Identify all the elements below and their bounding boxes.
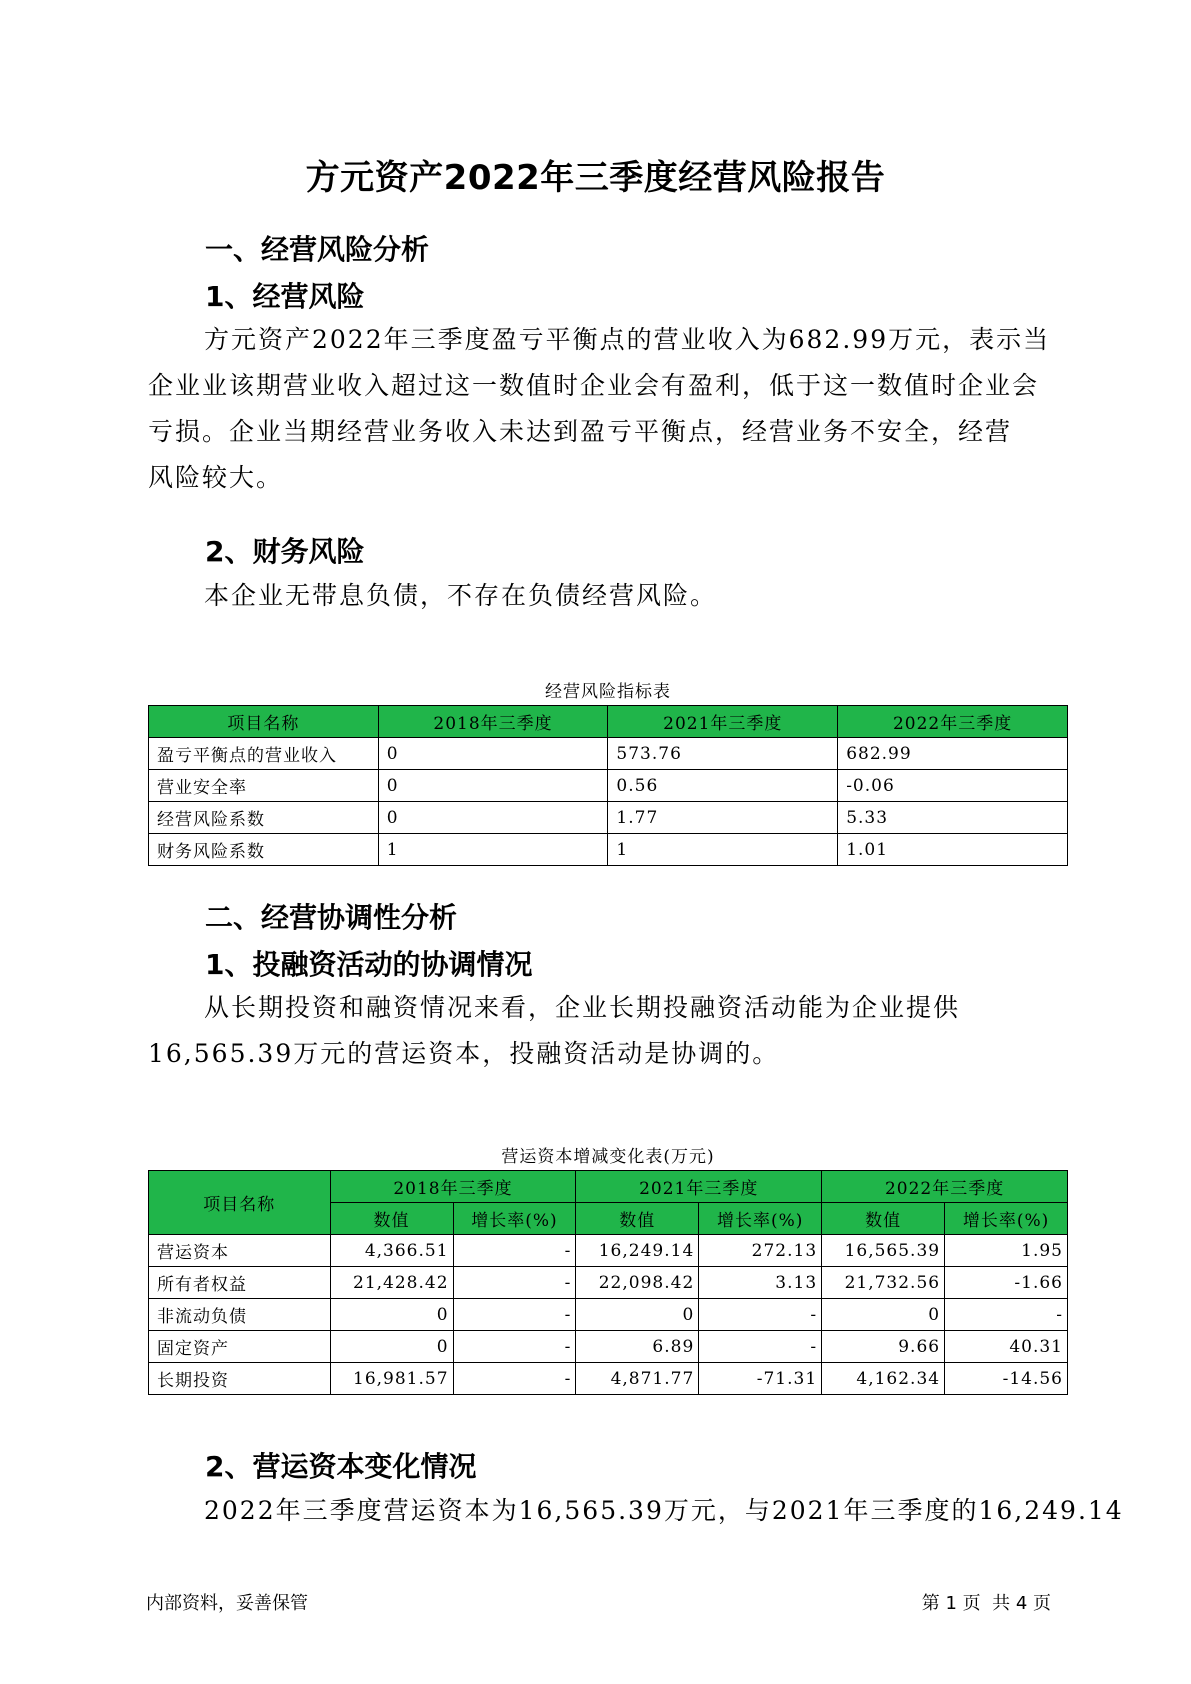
cell: 6.89: [576, 1331, 699, 1363]
page-title: 方元资产2022年三季度经营风险报告: [305, 158, 886, 198]
section-1-heading: 一、经营风险分析: [205, 233, 430, 266]
table-2-caption: 营运资本增减变化表(万元): [501, 1147, 715, 1167]
cell: 3.13: [699, 1267, 822, 1299]
table-row: [149, 738, 1068, 770]
cell: -14.56: [945, 1363, 1068, 1395]
cell: 4,162.34: [822, 1363, 945, 1395]
table-row: [149, 1363, 1068, 1395]
cell: 0: [330, 1331, 453, 1363]
table-row: [149, 1331, 1068, 1363]
risk-indicator-table: [148, 705, 1068, 866]
header-2022q3: 2022年三季度: [838, 706, 1068, 738]
subsection-1-1-heading: 1、经营风险: [205, 280, 365, 313]
table-row: [149, 770, 1068, 802]
cell: 272.13: [699, 1235, 822, 1267]
subheader-growth: 增长率(%): [945, 1203, 1068, 1235]
cell: -: [453, 1363, 576, 1395]
cell: 21,732.56: [822, 1267, 945, 1299]
paragraph-financial-risk: 本企业无带息负债，不存在负债经营风险。: [204, 581, 718, 610]
cell: 40.31: [945, 1331, 1068, 1363]
para-line: 方元资产2022年三季度盈亏平衡点的营业收入为682.99万元，表示当: [204, 325, 1051, 354]
subheader-value: 数值: [576, 1203, 699, 1235]
cell: 573.76: [608, 738, 838, 770]
cell: 长期投资: [149, 1363, 331, 1395]
header-2018q3: 2018年三季度: [330, 1171, 576, 1203]
cell: -: [453, 1235, 576, 1267]
cell: 盈亏平衡点的营业收入: [149, 738, 379, 770]
cell: 0: [576, 1299, 699, 1331]
table-row: [149, 1267, 1068, 1299]
paragraph-operating-risk: [148, 317, 1068, 501]
cell: 1.01: [838, 834, 1068, 866]
subheader-growth: 增长率(%): [453, 1203, 576, 1235]
cell: 16,981.57: [330, 1363, 453, 1395]
cell: -: [699, 1299, 822, 1331]
table-1-caption: 经营风险指标表: [545, 682, 671, 702]
header-2021q3: 2021年三季度: [608, 706, 838, 738]
cell: -: [453, 1299, 576, 1331]
cell: -71.31: [699, 1363, 822, 1395]
section-2-heading: 二、经营协调性分析: [205, 901, 458, 934]
paragraph-financing: [148, 985, 1068, 1077]
cell: -: [945, 1299, 1068, 1331]
header-item-name: 项目名称: [149, 1171, 331, 1235]
header-item-name: 项目名称: [149, 706, 379, 738]
cell: 9.66: [822, 1331, 945, 1363]
para-line: 风险较大。: [148, 463, 284, 492]
header-2022q3: 2022年三季度: [822, 1171, 1068, 1203]
cell: 16,565.39: [822, 1235, 945, 1267]
table-row: [149, 1299, 1068, 1331]
table-row: [149, 802, 1068, 834]
table-row: [149, 834, 1068, 866]
para-line: 16,565.39万元的营运资本，投融资活动是协调的。: [148, 1039, 780, 1068]
cell: 1.95: [945, 1235, 1068, 1267]
cell: 1: [378, 834, 608, 866]
cell: 经营风险系数: [149, 802, 379, 834]
cell: -0.06: [838, 770, 1068, 802]
subsection-2-2-heading: 2、营运资本变化情况: [205, 1450, 477, 1483]
para-line: 从长期投资和融资情况来看，企业长期投融资活动能为企业提供: [204, 993, 961, 1022]
footer-page-number: 第 1 页 共 4 页: [921, 1593, 1051, 1614]
cell: 0: [330, 1299, 453, 1331]
cell: 1.77: [608, 802, 838, 834]
subheader-value: 数值: [822, 1203, 945, 1235]
cell: 固定资产: [149, 1331, 331, 1363]
subheader-growth: 增长率(%): [699, 1203, 822, 1235]
cell: -: [453, 1331, 576, 1363]
cell: 0.56: [608, 770, 838, 802]
cell: 财务风险系数: [149, 834, 379, 866]
cell: 5.33: [838, 802, 1068, 834]
cell: 682.99: [838, 738, 1068, 770]
table-header-row: [149, 1171, 1068, 1203]
header-2021q3: 2021年三季度: [576, 1171, 822, 1203]
cell: -: [453, 1267, 576, 1299]
working-capital-table: [148, 1170, 1068, 1395]
cell: -1.66: [945, 1267, 1068, 1299]
cell: 21,428.42: [330, 1267, 453, 1299]
cell: -: [699, 1331, 822, 1363]
cell: 0: [378, 770, 608, 802]
cell: 4,366.51: [330, 1235, 453, 1267]
cell: 所有者权益: [149, 1267, 331, 1299]
subheader-value: 数值: [330, 1203, 453, 1235]
subsection-2-1-heading: 1、投融资活动的协调情况: [205, 948, 533, 981]
cell: 16,249.14: [576, 1235, 699, 1267]
cell: 0: [822, 1299, 945, 1331]
cell: 营业安全率: [149, 770, 379, 802]
para-line: 亏损。企业当期经营业务收入未达到盈亏平衡点，经营业务不安全，经营: [148, 417, 1013, 446]
footer-confidential-note: 内部资料，妥善保管: [146, 1593, 308, 1614]
cell: 1: [608, 834, 838, 866]
cell: 0: [378, 738, 608, 770]
cell: 非流动负债: [149, 1299, 331, 1331]
paragraph-working-capital: 2022年三季度营运资本为16,565.39万元，与2021年三季度的16,249.14: [204, 1496, 1124, 1525]
cell: 0: [378, 802, 608, 834]
subsection-1-2-heading: 2、财务风险: [205, 535, 365, 568]
cell: 22,098.42: [576, 1267, 699, 1299]
header-2018q3: 2018年三季度: [378, 706, 608, 738]
table-header-row: [149, 706, 1068, 738]
para-line: 企业业该期营业收入超过这一数值时企业会有盈利，低于这一数值时企业会: [148, 371, 1040, 400]
cell: 营运资本: [149, 1235, 331, 1267]
cell: 4,871.77: [576, 1363, 699, 1395]
table-row: [149, 1235, 1068, 1267]
